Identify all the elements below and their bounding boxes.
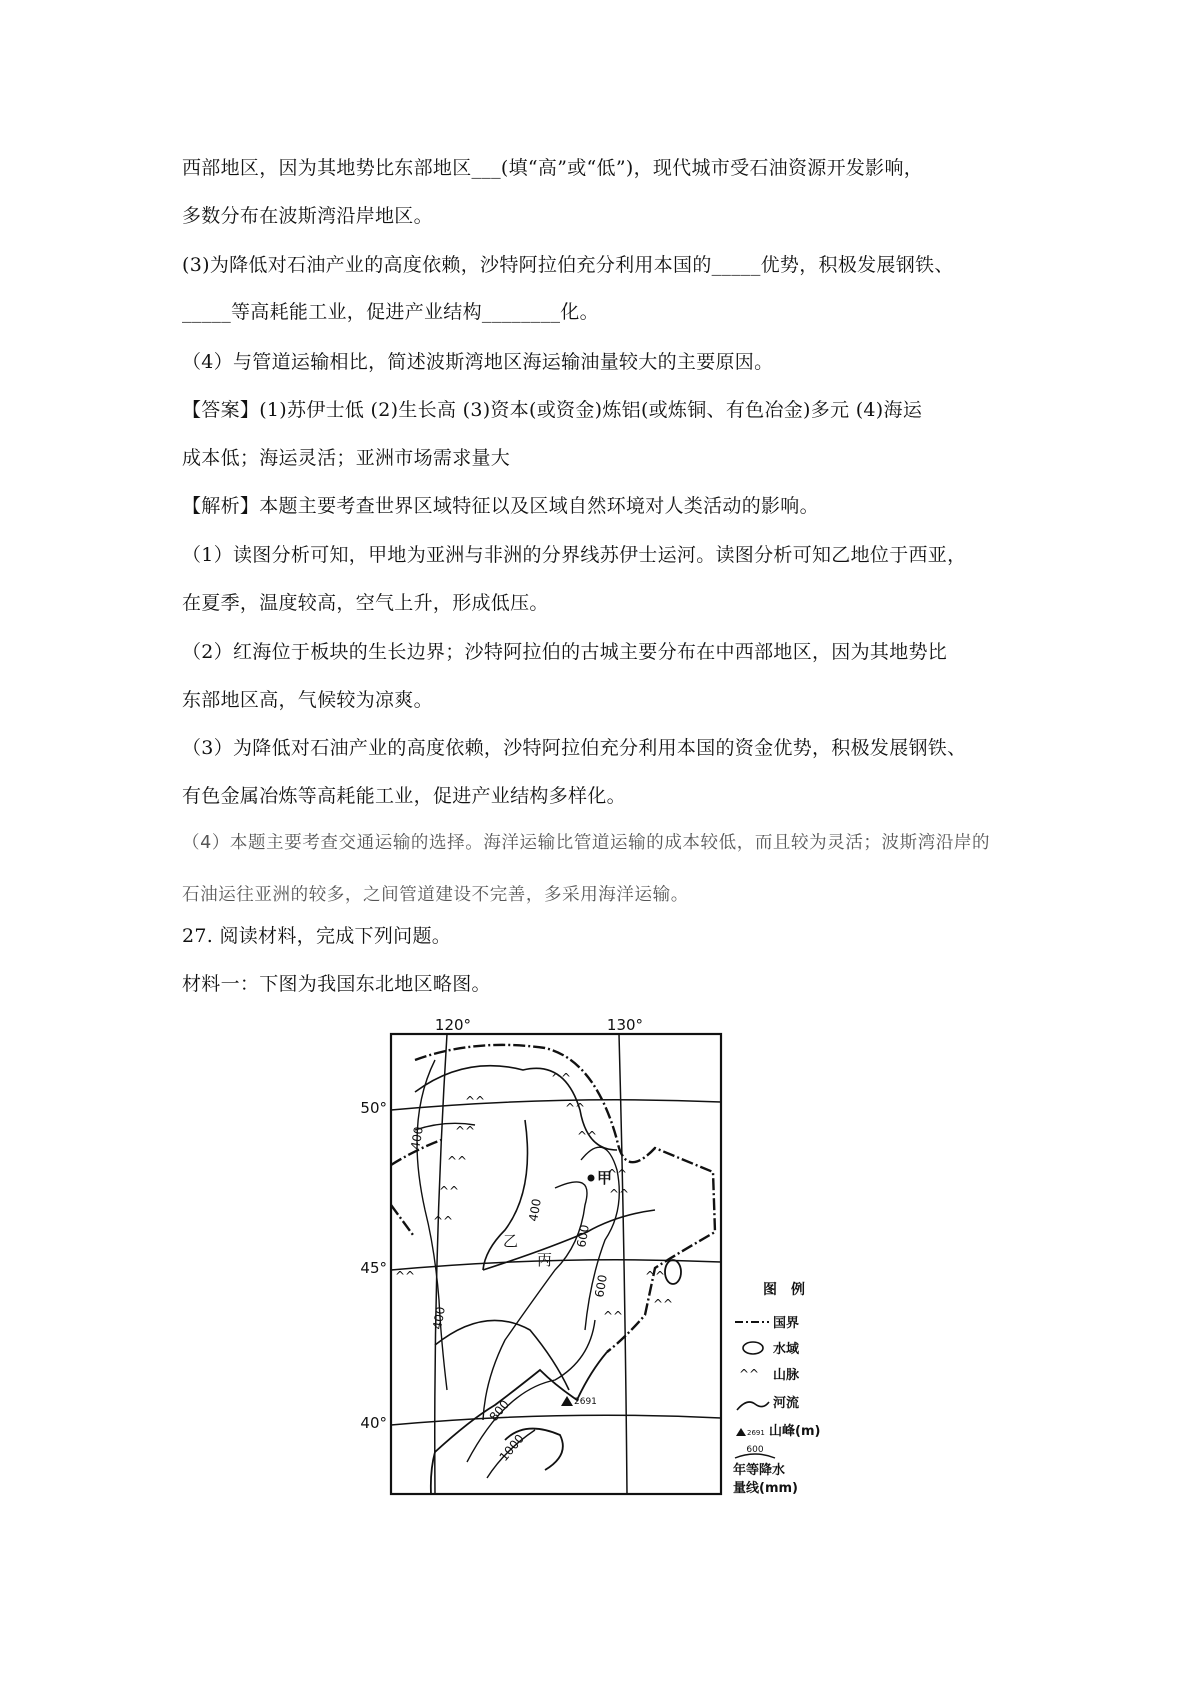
legend bbox=[733, 1281, 820, 1496]
legend-water-symbol bbox=[743, 1342, 763, 1354]
svg-text:^^: ^^ bbox=[433, 1214, 454, 1228]
text-line-14: 有色金属冶炼等高耗能工业，促进产业结构多样化。 bbox=[182, 785, 626, 807]
text-line-2: 多数分布在波斯湾沿岸地区。 bbox=[182, 205, 433, 227]
legend-peak-label: 山峰(m) bbox=[769, 1424, 821, 1439]
peak-value: 2691 bbox=[574, 1397, 597, 1407]
svg-text:^^: ^^ bbox=[653, 1297, 674, 1311]
svg-text:^^: ^^ bbox=[551, 1071, 572, 1085]
svg-text:^^: ^^ bbox=[455, 1124, 476, 1138]
text-line-1: 西部地区，因为其地势比东部地区___(填“高”或“低”)，现代城市受石油资源开发影响， bbox=[182, 157, 924, 179]
text-line-10: 在夏季，温度较高，空气上升，形成低压。 bbox=[182, 592, 549, 614]
text-line-9: （1）读图分析可知，甲地为亚洲与非洲的分界线苏伊士运河。读图分析可知乙地位于西亚， bbox=[182, 544, 967, 566]
legend-peak-symbol bbox=[736, 1428, 746, 1436]
place-jia-dot bbox=[588, 1175, 595, 1182]
svg-text:^^: ^^ bbox=[577, 1129, 598, 1143]
isoline-label-400-c: 400 bbox=[526, 1197, 544, 1223]
lake-xingkai bbox=[665, 1260, 681, 1284]
place-bing: 丙 bbox=[537, 1251, 553, 1269]
svg-text:^^: ^^ bbox=[439, 1184, 460, 1198]
map-frame bbox=[391, 1034, 721, 1494]
text-line-6: 【答案】(1)苏伊士低 (2)生长高 (3)资本(或资金)炼铝(或炼铜、有色冶金)多元 (4)海运 bbox=[182, 399, 923, 421]
place-yi: 乙 bbox=[503, 1232, 519, 1250]
isoline-label-1000: 1000 bbox=[496, 1431, 527, 1464]
legend-isoline-symbol bbox=[735, 1454, 775, 1458]
peak-triangle bbox=[561, 1396, 573, 1406]
svg-text:^^: ^^ bbox=[465, 1094, 486, 1108]
text-line-18: 材料一：下图为我国东北地区略图。 bbox=[182, 973, 491, 995]
text-line-15: （4）本题主要考查交通运输的选择。海洋运输比管道运输的成本较低，而且较为灵活；波斯湾沿岸的 bbox=[182, 833, 991, 853]
text-line-17: 27. 阅读材料，完成下列问题。 bbox=[182, 925, 452, 947]
isoline-label-600-a: 600 bbox=[574, 1223, 592, 1249]
legend-mountain-symbol: ^^ bbox=[739, 1367, 760, 1381]
lat-label-40: 40° bbox=[360, 1414, 387, 1432]
isoline-label-400-b: 400 bbox=[430, 1305, 448, 1331]
svg-text:^^: ^^ bbox=[447, 1154, 468, 1168]
legend-river-label: 河流 bbox=[773, 1396, 800, 1411]
legend-isoline-label-2: 量线(mm) bbox=[733, 1481, 798, 1496]
text-line-5: （4）与管道运输相比，简述波斯湾地区海运输油量较大的主要原因。 bbox=[182, 351, 774, 373]
parallel-50 bbox=[391, 1100, 721, 1110]
meridian-120 bbox=[435, 1034, 447, 1494]
text-line-7: 成本低；海运灵活；亚洲市场需求量大 bbox=[182, 447, 511, 469]
legend-isoline-label-1: 年等降水 bbox=[733, 1463, 786, 1478]
legend-border-label: 国界 bbox=[773, 1316, 800, 1331]
svg-text:^^: ^^ bbox=[603, 1309, 624, 1323]
lat-label-45: 45° bbox=[360, 1259, 387, 1277]
text-line-16: 石油运往亚洲的较多，之间管道建设不完善，多采用海洋运输。 bbox=[182, 885, 689, 905]
svg-text:^^: ^^ bbox=[565, 1101, 586, 1115]
text-line-3: (3)为降低对石油产业的高度依赖，沙特阿拉伯充分利用本国的_____优势，积极发展钢铁、 bbox=[182, 254, 954, 276]
svg-text:^^: ^^ bbox=[645, 1269, 666, 1283]
text-line-11: （2）红海位于板块的生长边界；沙特阿拉伯的古城主要分布在中西部地区，因为其地势比 bbox=[182, 641, 948, 663]
lon-label-130: 130° bbox=[606, 1016, 644, 1034]
text-line-13: （3）为降低对石油产业的高度依赖，沙特阿拉伯充分利用本国的资金优势，积极发展钢铁、 bbox=[182, 737, 967, 759]
river-liaohe bbox=[435, 1320, 569, 1390]
legend-title: 图 例 bbox=[763, 1282, 805, 1298]
parallel-40 bbox=[391, 1415, 721, 1425]
svg-text:^^: ^^ bbox=[609, 1187, 630, 1201]
meridian-130 bbox=[619, 1034, 627, 1494]
coastline bbox=[431, 1352, 607, 1494]
isoline-label-400-a: 400 bbox=[408, 1125, 426, 1151]
svg-text:^^: ^^ bbox=[607, 1167, 628, 1181]
legend-river-symbol bbox=[737, 1402, 769, 1410]
northeast-china-map bbox=[355, 1000, 865, 1520]
legend-peak-value: 2691 bbox=[747, 1429, 765, 1437]
place-jia: 甲 bbox=[597, 1169, 613, 1187]
text-line-8: 【解析】本题主要考查世界区域特征以及区域自然环境对人类活动的影响。 bbox=[182, 495, 819, 517]
lat-label-50: 50° bbox=[360, 1099, 387, 1117]
svg-text:^^: ^^ bbox=[395, 1269, 416, 1283]
legend-mountain-label: 山脉 bbox=[773, 1368, 800, 1383]
isoline-label-800: 800 bbox=[486, 1397, 513, 1424]
legend-isoline-value: 600 bbox=[746, 1445, 764, 1455]
text-line-4: _____等高耗能工业，促进产业结构________化。 bbox=[182, 301, 599, 323]
text-line-12: 东部地区高，气候较为凉爽。 bbox=[182, 689, 433, 711]
isoline-label-600-b: 600 bbox=[592, 1273, 610, 1299]
legend-water-label: 水域 bbox=[773, 1342, 800, 1357]
lon-label-120: 120° bbox=[434, 1016, 472, 1034]
